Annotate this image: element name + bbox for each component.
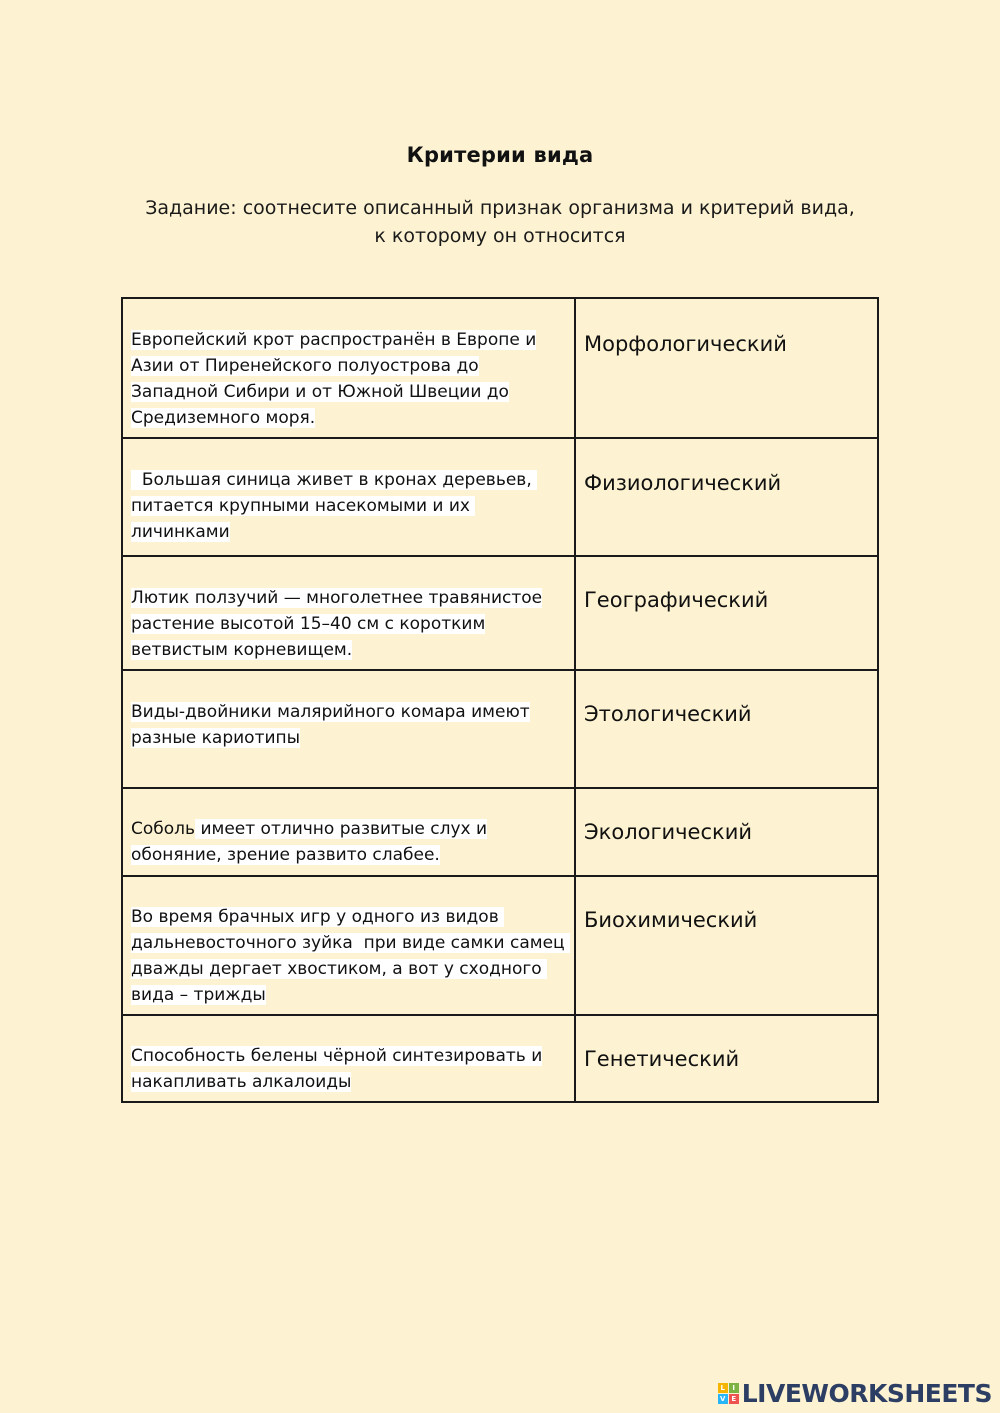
brand-logo bbox=[718, 1379, 992, 1407]
table-row bbox=[122, 298, 878, 438]
description-cell bbox=[122, 876, 575, 1015]
criterion-cell[interactable] bbox=[575, 438, 878, 556]
criterion-cell[interactable] bbox=[575, 556, 878, 670]
logo-letter-l: L bbox=[718, 1383, 728, 1393]
criterion-label: Генетический bbox=[584, 1047, 740, 1071]
description-cell bbox=[122, 788, 575, 876]
description-text: Виды-двойники малярийного комара имеют разные кариотипы bbox=[131, 702, 530, 748]
description-text-part2: имеет отлично развитые слух и обоняние, зрение развито слабее. bbox=[131, 819, 488, 865]
task-line-1: Задание: соотнесите описанный признак организма и критерий вида, bbox=[145, 197, 855, 219]
criterion-label: Экологический bbox=[584, 820, 752, 844]
description-text: Большая синица живет в кронах деревьев, питается крупными насекомыми и их личинками bbox=[131, 470, 538, 542]
table-row bbox=[122, 788, 878, 876]
task-instructions bbox=[100, 194, 900, 250]
criterion-label: Морфологический bbox=[584, 332, 787, 356]
document-title: Критерии вида bbox=[406, 143, 594, 167]
description-cell bbox=[122, 556, 575, 670]
brand-logo-icon bbox=[718, 1383, 739, 1404]
criterion-cell[interactable] bbox=[575, 298, 878, 438]
brand-name: LIVEWORKSHEETS bbox=[741, 1378, 992, 1408]
description-cell bbox=[122, 1015, 575, 1102]
table-row bbox=[122, 438, 878, 556]
task-line-2: к которому он относится bbox=[374, 225, 626, 247]
table-row bbox=[122, 1015, 878, 1102]
criterion-label: Географический bbox=[584, 588, 769, 612]
description-text: Лютик ползучий — многолетнее травянистое растение высотой 15–40 см с коротким ветвистым корневищем. bbox=[131, 588, 543, 660]
criterion-cell[interactable] bbox=[575, 1015, 878, 1102]
table-row bbox=[122, 670, 878, 788]
description-cell bbox=[122, 438, 575, 556]
logo-letter-e: E bbox=[729, 1394, 739, 1404]
description-text: Во время брачных игр у одного из видов дальневосточного зуйка при виде самки самец дважды дергает хвостиком, а вот у сходного вида – трижды bbox=[131, 907, 571, 1005]
criterion-label: Физиологический bbox=[584, 471, 782, 495]
criteria-table bbox=[121, 297, 879, 1103]
description-text: Способность белены чёрной синтезировать и накапливать алкалоиды bbox=[131, 1046, 543, 1092]
criterion-cell[interactable] bbox=[575, 670, 878, 788]
criterion-cell[interactable] bbox=[575, 788, 878, 876]
description-cell bbox=[122, 298, 575, 438]
description-text-part1: Соболь bbox=[131, 819, 196, 839]
description-cell bbox=[122, 670, 575, 788]
logo-letter-i: I bbox=[729, 1383, 739, 1393]
table-row bbox=[122, 876, 878, 1015]
criterion-label: Этологический bbox=[584, 702, 752, 726]
criterion-cell[interactable] bbox=[575, 876, 878, 1015]
criterion-label: Биохимический bbox=[584, 908, 758, 932]
logo-letter-v: V bbox=[718, 1394, 728, 1404]
description-text: Европейский крот распространён в Европе и Азии от Пиренейского полуострова до Западной Сибири и от Южной Швеции до Средиземного моря. bbox=[131, 330, 537, 428]
table-row bbox=[122, 556, 878, 670]
